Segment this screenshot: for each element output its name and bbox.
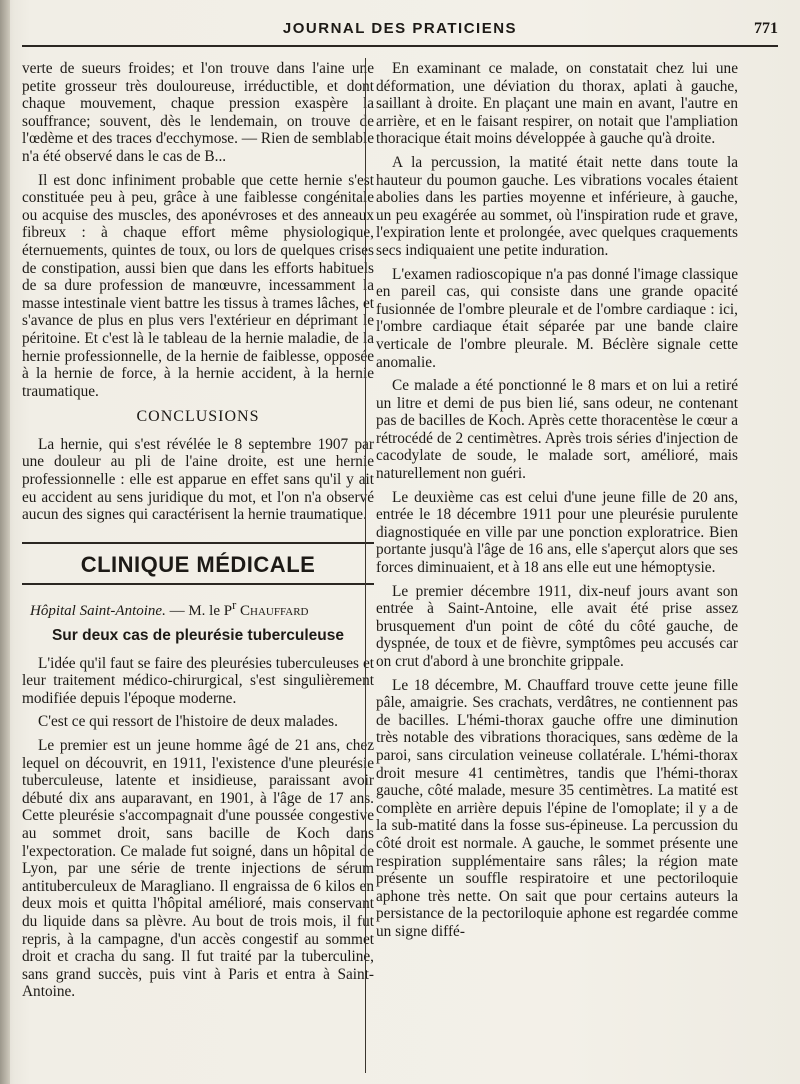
paragraph: verte de sueurs froides; et l'on trouve dans l'aine une petite grosseur très douloureuse, irréductible, et dont chaque mouvement, chaque pression exaspère la souffrance; souvent, dès le lendemain, on trouve de l'œdème et des traces d'ecchymose. — Rien de semblable n'a été observé dans le cas de B... [22,60,374,165]
byline [22,597,374,621]
header-rule [22,45,778,47]
section-title: CLINIQUE MÉDICALE [80,551,316,577]
paragraph: Le deuxième cas est celui d'une jeune fille de 20 ans, entrée le 18 décembre 1911 pour une pleurésie purulente diagnostiquée en ville par une ponction exploratrice. Bien portante jusqu'à l'âge de 16 ans, elle s'aperçut alors que ses forces diminuaient, et à 18 ans elle eut une hémoptysie. [376,488,738,577]
paragraph: Le 18 décembre, M. Chauffard trouve cette jeune fille pâle, amaigrie. Ses crachats, verdâtres, ne contiennent pas de bacilles. L'hémi-thorax gauche offre une diminution très notable des vibrations thoraciques, sans œdème de la paroi, sans circulation veineuse collatérale. L'hémi-thorax droit mesure 41 centimètres, tandis que l'hémi-thorax gauche, côté malade, mesure 35 centimètres. La matité est complète en arrière depuis l'épine de l'omoplate; il y a de la sub-matité dans la fosse sus-épineuse. La percussion du côté droit est normale. A gauche, le sommet présente une respiration supplémentaire sans râles; la région mate présente un souffle respiratoire et une pectoriloquie aphone très nette. On sait que pour certains auteurs la persistance de la pectoriloquie aphone est regardée comme un signe diffé- [376,676,738,940]
binding-edge [0,0,10,1084]
paragraph: C'est ce qui ressort de l'histoire de deux malades. [38,713,338,731]
paragraph: Le premier est un jeune homme âgé de 21 ans, chez lequel on découvrit, en 1911, l'existence d'une pleurésie tuberculeuse, latente et insidieuse, paraissant avoir débuté dix ans auparavant, en 1901, à l'âge de 17 ans. Cette pleurésie s'accompagnait d'une poussée congestive au sommet droit, sans bacille de Koch dans l'expectoration. Ce malade fut soigné, dans un hôpital de Lyon, par une série de trente injections de sérum antituberculeux de Maragliano. Il engraissa de 6 kilos en deux mois et quitta l'hôpital amélioré, mais conservant du liquide dans sa plèvre. Au bout de trois mois, il fut repris, à la campagne, d'un accès congestif au sommet droit et cracha du sang. Il fut traité par la tuberculine, sans grand succès, puis vint à Paris et entra à Saint-Antoine. [22,737,374,1001]
article-title: Sur deux cas de pleurésie tuberculeuse [51,627,345,645]
journal-title: JOURNAL DES PRATICIENS [282,20,518,37]
paragraph: Il est donc infiniment probable que cette hernie s'est constituée peu à peu, grâce à une faiblesse congénitale ou acquise des muscles, des aponévroses et des anneaux fibreux : à chaque effort même physiologique, éternuements, quintes de toux, ou lors de quelques crises de constipation, aussi bien que dans les efforts habituels de sa dure profession de manœuvre, incessamment la masse intestinale vient battre les tissus à trames lâches, et s'avance de plus en plus vers l'extérieur en déprimant le péritoine. Et c'est là le tableau de la hernie maladie, de la hernie professionnelle, de la hernie de faiblesse, opposée à la hernie de force, à la hernie accident, à la hernie traumatique. [22,171,374,400]
paragraph: L'idée qu'il faut se faire des pleurésies tuberculeuses et leur traitement médico-chirurgical, s'est singulièrement modifiée depuis l'époque moderne. [22,654,374,707]
paragraph: L'examen radioscopique n'a pas donné l'image classique en pareil cas, qui consiste dans une grande opacité fusionnée de l'ombre pleurale et de l'ombre cardiaque : ici, l'ombre cardiaque était séparée par une bande claire verticale de l'ombre pleurale. M. Béclère signale cette anomalie. [376,265,738,371]
conclusions-heading: CONCLUSIONS [136,408,260,426]
paragraph: A la percussion, la matité était nette dans toute la hauteur du poumon gauche. Les vibrations vocales étaient abolies dans les parties moyenne et inférieure, à gauche, un peu exagérée au sommet, où l'inspiration rude et grave, l'expiration lente et prolongée, avec quelques craquements secs indiquaient une petite induration. [376,153,738,259]
conclusions-paragraph: La hernie, qui s'est révélée le 8 septembre 1907 par une douleur au pli de l'aine droite, est une hernie professionnelle : elle est apparue en effet sans qu'il y ait eu accident au sens juridique du mot, et l'on n'a observé aucun des signes qui caractérisent la hernie traumatique. [22,435,374,524]
byline-hospital: Hôpital Saint-Antoine. [30,603,166,620]
paragraph: En examinant ce malade, on constatait chez lui une déformation, une déviation du thorax, aplati à gauche, saillant à droite. En plaçant une main en avant, l'autre en arrière, et en le faisant respirer, on notait que l'ampliation thoracique était moins développée à gauche qu'à droite. [376,60,738,148]
paragraph: Le premier décembre 1911, dix-neuf jours avant son entrée à Saint-Antoine, elle avait été prise assez brusquement d'un point de côté du côté gauche, de dyspnée, de toux et de fièvre, symptômes peu accusés car on crut d'abord à une bronchite grippale. [376,582,738,670]
paragraph: Ce malade a été ponctionné le 8 mars et on lui a retiré un litre et demi de pus bien lié, sans odeur, ne contenant pas de bacilles de Koch. Après cette thoracentèse le cœur a rétrocédé de 2 centimètres. Après trois séries d'injection de cacodylate de soude, le malade sort, amélioré, mais naturellement non guéri. [376,377,738,483]
column-divider [365,58,366,1073]
byline-prefix: — M. le P [169,603,233,620]
byline-sup: r [232,598,237,613]
running-header [22,16,778,48]
section-rule-bottom [22,583,374,585]
left-column [22,60,374,1007]
byline-author: Chauffard [240,603,309,620]
page-number: 771 [754,20,778,37]
right-column [376,60,738,947]
